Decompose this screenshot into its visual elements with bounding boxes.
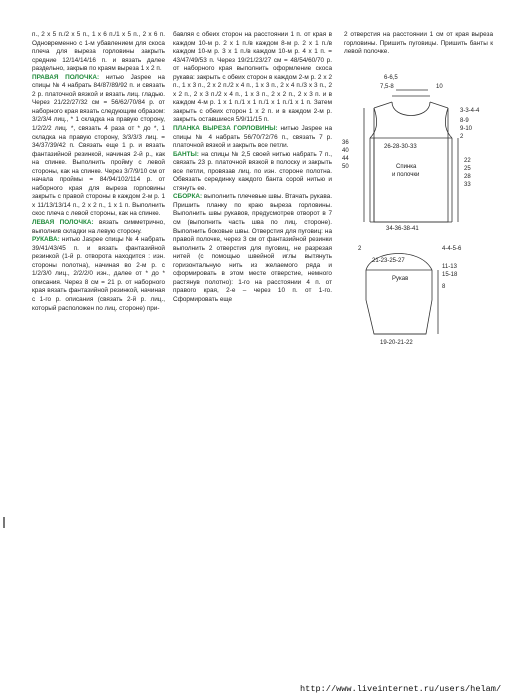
height-right-1: 25 xyxy=(464,166,471,172)
column1-paragraph xyxy=(32,31,165,74)
piece-label-back-front: Спинка xyxy=(396,164,417,170)
text-column-2 xyxy=(173,31,332,305)
column3-paragraph xyxy=(344,31,493,57)
height-left-3: 50 xyxy=(342,164,349,170)
side-label-2: 2 xyxy=(460,134,464,140)
height-left-1: 40 xyxy=(342,148,349,154)
column1-paragraph xyxy=(32,74,165,219)
section-heading: РУКАВА: xyxy=(32,236,60,244)
sleeve-side-label-1: 15-18 xyxy=(442,272,458,278)
sleeve-bottom-width-label: 19-20-21-22 xyxy=(380,340,413,346)
text-column-3 xyxy=(344,31,493,57)
paragraph-text: нитью Jaspee на спицы № 4 набрать 84/87/89/92 п. и связать 2 р. платочной вязкой и вязать лиц. гладью. Через 21/22/27/32 см = 56/62/70/84 р. от наборного края вязать следующим образом: 3/2/3/4 лиц., * 1 складка на правую сторону, 1/2/2/2 лиц. *, связать 4 раза от * до *, 1 складка на правую сторону, 3/3/3/3 лиц. = 34/37/39/42 п. Связать еще 1 р. и вязать фантазийной резинкой, начиная 2-й р., как на спинке. Выполнить пройму с левой стороны, как на спинке. Через 3/7/9/10 см от начала проймы = 84/94/102/114 р. от наборного края для выреза горловины закрыть с правой стороны в каждом 2-м р. 1 х 11/13/13/14 п., 2 х 2 п., 1 х 1 п. Выполнить скос плеча с левой стороны, как на спинке. xyxy=(32,73,165,218)
shoulder-label: 3-3-4-4 xyxy=(460,108,480,114)
section-heading: ЛЕВАЯ ПОЛОЧКА: xyxy=(32,219,94,227)
bottom-width-label: 34-36-38-41 xyxy=(386,226,419,232)
paragraph-text: нитью Jaspee на спицы № 4 набрать 56/70/72/76 п., связать 7 р. платочной вязкой и закрыть все петли. xyxy=(173,125,333,150)
neck-top-label: 6-6,5 xyxy=(384,75,398,81)
sleeve-shoulder-label: 4-4-5-6 xyxy=(442,246,462,252)
column2-paragraph xyxy=(173,125,332,151)
sleeve-side-label-2: 8 xyxy=(442,284,446,290)
page-edge-mark xyxy=(3,517,5,528)
height-right-2: 28 xyxy=(464,174,471,180)
paragraph-text: бавляя с обеих сторон на расстоянии 1 п. от края в каждом 10-м р. 2 х 1 п./в каждом 8-м р. 2 х 1 п./в каждом 10-м р. 3 х 1 п./в каждом 10-м р. 4 х 1 п. = 43/47/49/53 п. Через 19/21/23/27 см = 48/54/60/70 р. от наборного края выполнить оформление скоса рукава: закрыть с обеих сторон в каждом 2-м р. 2 х 2 п., 1 х 3 п., 2 х 2 п./2 х 4 п., 1 х 3 п., 2 х 4 п./3 х 3 п., 2 х 2 п., 2 х 3 п./2 х 4 п., 1 х 3 п., 2 х 2 п., 2 х 3 п. и в каждом 4-м р. 1 х 1 п./1 х 1 п./1 х 1 п./1 х 1 п. Затем закрыть с обеих сторон 1 х 2 п. и в каждом 2-м р. закрыть оставшиеся 5/9/11/15 п. xyxy=(173,31,332,124)
sleeve-pattern-diagram xyxy=(350,240,490,350)
piece-label-back-front-2: и полочки xyxy=(392,172,420,178)
column2-paragraph xyxy=(173,151,332,194)
paragraph-text: выполнить плечевые швы. Втачать рукава. Пришить планку по краю выреза горловины. Выполнить швы рукавов, предусмотрев отворот в 7 см (выполнить часть шва по лиц. стороне). Выполнить боковые швы. Отверстия для пуговиц: на правой полочке, через 3 см от фантазийной резинки выполнить 2 отверстия для пуговиц, не разрезая нитей (с помощью швейной иглы вытянуть горизонтальную нить из желаемого ряда и сформировать в этом месте отверстие, немного растянув полотно): 1-го на расстоянии 4 п. от правого края, 2-е – через 10 п. от 1-го. Сформировать еще xyxy=(173,193,332,303)
side-label-0: 8-9 xyxy=(460,118,469,124)
height-left-0: 36 xyxy=(342,140,349,146)
section-heading: СБОРКА: xyxy=(173,193,203,201)
height-left-2: 44 xyxy=(342,156,349,162)
paragraph-text: п., 2 х 5 п./2 х 5 п., 1 х 6 п./1 х 5 п., 2 х 6 п. Одновременно с 1-м убавлением для скоса плеча для выреза горловины закрыть средние 12/14/14/16 п. и вязать далее раздельно, закрыв по краям выреза 1 х 2 п. xyxy=(32,31,165,73)
cap-top-left-label: 2 xyxy=(358,246,362,252)
chest-top-label: 26-28-30-33 xyxy=(384,144,417,150)
paragraph-text: 2 отверстия на расстоянии 1 см от края выреза горловины. Пришить пуговицы. Пришить банты к левой полочке. xyxy=(344,31,493,56)
side-label-1: 9-10 xyxy=(460,126,473,132)
paragraph-text: нитью Jaspee спицы № 4 набрать 39/41/43/45 п. и вязать фантазийной резинкой (1-й р. отворота находится : изн. стороны полотна), начиная во 2-м р. с 1/2/3/0 лиц., 2/2/2/0 изн., далее от * до * описания. Через 8 см = 21 р. от наборного края вязать фантазийной резинкой, начиная с 1-го р. описания (связать 2-й р. лиц., который расположен по лиц. стороне) при- xyxy=(32,236,165,312)
column1-paragraph xyxy=(32,219,165,236)
cap-top-label: 21-23-25-27 xyxy=(372,258,405,264)
section-heading: ПРАВАЯ ПОЛОЧКА: xyxy=(32,73,100,81)
column2-paragraph xyxy=(173,31,332,125)
column2-paragraph xyxy=(173,193,332,304)
column1-paragraph xyxy=(32,236,165,313)
paragraph-text: вязать симметрично, выполнив складки на левую сторону. xyxy=(32,219,165,235)
neck-top2-label: 7,5-8 xyxy=(380,84,394,90)
source-url: http://www.liveinternet.ru/users/helam/ xyxy=(300,684,502,694)
section-heading: ПЛАНКА ВЫРЕЗА ГОРЛОВИНЫ: xyxy=(173,125,278,133)
neckline-curve xyxy=(392,102,430,116)
body-pattern-diagram xyxy=(340,72,490,232)
sleeve-piece-label: Рукав xyxy=(392,276,409,282)
height-right-0: 22 xyxy=(464,158,471,164)
section-heading: БАНТЫ: xyxy=(173,150,199,158)
text-column-1 xyxy=(32,31,165,313)
height-right-3: 33 xyxy=(464,182,471,188)
neck-right-label: 10 xyxy=(436,84,443,90)
sleeve-side-label-0: 11-13 xyxy=(442,264,457,270)
paragraph-text: на спицы № 2,5 своей нитью набрать 7 п., связать 23 р. платочной вязкой в полоску и закрыть все петли, провязав лиц. по изн. стороне полотна. Обвязать серединку каждого банта сорой нитью и стянуть ее. xyxy=(173,150,332,192)
